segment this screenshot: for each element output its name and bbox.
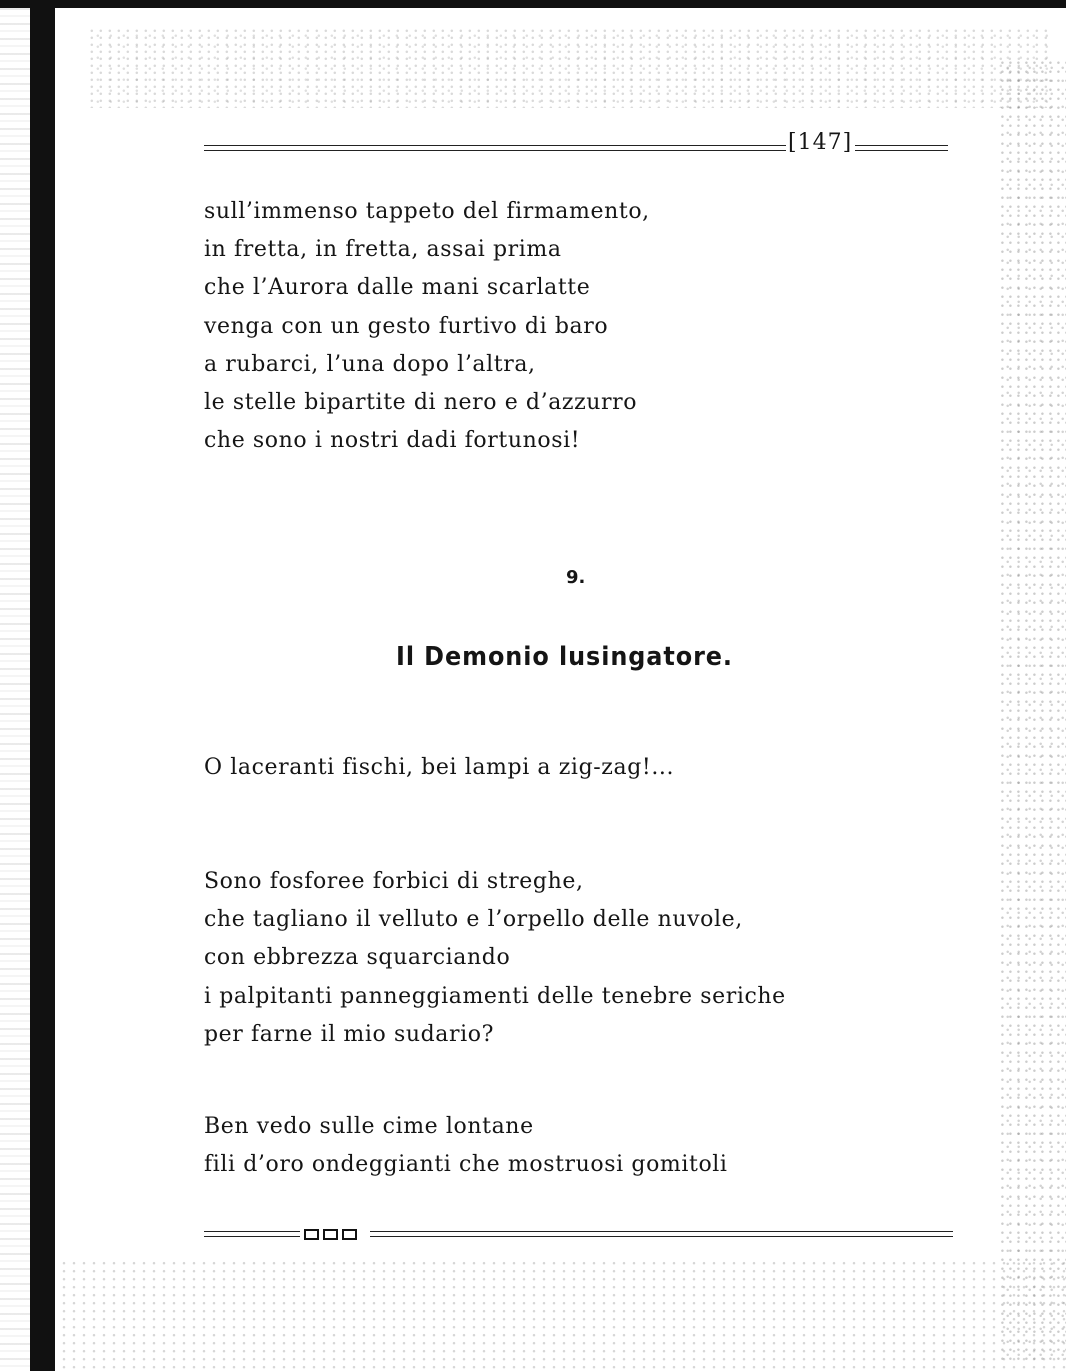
poem-line: Ben vedo sulle cime lontane <box>204 1114 534 1139</box>
poem-line: che tagliano il velluto e l’orpello delle nuvole, <box>204 907 743 933</box>
section-number: 9. <box>566 567 586 588</box>
ornament-box <box>304 1229 319 1240</box>
poem-line: sull’immenso tappeto del firmamento, <box>204 199 650 224</box>
scan-spine-shadow <box>30 8 55 1371</box>
scan-noise-right <box>1000 60 1066 1360</box>
poem-line: Sono fosforee forbici di streghe, <box>204 869 584 894</box>
scan-noise-top <box>90 28 1050 108</box>
poem-line: che sono i nostri dadi fortunosi! <box>204 428 581 454</box>
poem-line: per farne il mio sudario? <box>204 1021 495 1047</box>
stanza-2 <box>204 863 786 1054</box>
footer-ornament <box>304 1227 366 1241</box>
poem-line: le stelle bipartite di nero e d’azzurro <box>204 389 638 415</box>
poem-line: in fretta, in fretta, assai prima <box>204 237 562 263</box>
poem-title: Il Demonio lusingatore. <box>396 642 733 672</box>
scan-noise-bottom <box>60 1260 1066 1371</box>
footer-rule-right <box>370 1231 953 1237</box>
poem-line: fili d’oro ondeggianti che mostruosi gomitoli <box>204 1152 728 1178</box>
footer-rule-left <box>204 1231 300 1237</box>
page-number: [147] <box>788 130 853 155</box>
poem-line: con ebbrezza squarciando <box>204 945 511 971</box>
scan-binding-edge <box>0 8 30 1371</box>
scan-top-border <box>0 0 1066 8</box>
poem-line: O laceranti fischi, bei lampi a zig-zag!... <box>204 755 675 780</box>
header-rule-left <box>204 145 786 151</box>
poem-line: i palpitanti panneggiamenti delle tenebre seriche <box>204 983 786 1009</box>
stanza-1 <box>204 749 674 787</box>
poem-line: a rubarci, l’una dopo l’altra, <box>204 351 536 377</box>
ornament-box <box>323 1229 338 1240</box>
poem-line: che l’Aurora dalle mani scarlatte <box>204 275 591 301</box>
poem-line: venga con un gesto furtivo di baro <box>204 313 609 339</box>
stanza-continuation <box>204 193 650 460</box>
header-rule-right <box>855 145 948 151</box>
stanza-3 <box>204 1108 728 1184</box>
ornament-box <box>342 1229 357 1240</box>
